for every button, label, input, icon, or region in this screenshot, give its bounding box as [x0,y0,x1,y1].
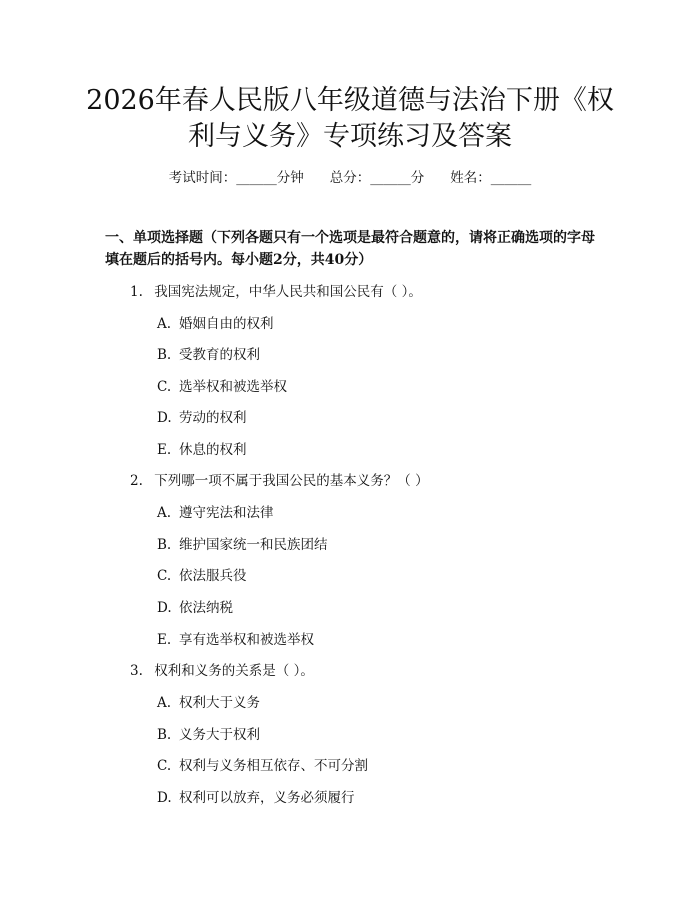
question-number: 3. [130,663,143,679]
option-letter: E. [157,442,172,458]
question-3-option-b [157,725,260,745]
option-letter: C. [157,379,172,395]
question-text: 下列哪一项不属于我国公民的基本义务？（ ） [154,473,429,489]
option-letter: E. [157,632,172,648]
score-field: 总分：______分 [329,170,425,186]
option-text: 休息的权利 [179,442,247,458]
option-letter: D. [157,790,172,806]
option-text: 依法服兵役 [179,568,247,584]
exam-time-field: 考试时间：______分钟 [168,170,304,186]
exam-info-row [0,168,700,188]
question-2-option-d [157,598,233,618]
option-letter: A. [157,695,172,711]
question-2-option-e [157,630,314,650]
option-letter: C. [157,758,172,774]
option-letter: B. [157,537,172,553]
question-2-option-c [157,566,247,586]
question-1-option-d [157,408,247,428]
option-text: 选举权和被选举权 [179,379,287,395]
question-1-option-b [157,345,260,365]
question-3 [130,661,314,681]
option-text: 劳动的权利 [179,410,247,426]
question-number: 1. [130,284,143,300]
question-1-option-a [157,314,274,334]
question-1 [130,282,422,302]
question-1-option-c [157,377,287,397]
page-title-line-1: 2026年春人民版八年级道德与法治下册《权 [86,85,614,116]
option-letter: A. [157,316,172,332]
question-2 [130,471,429,491]
option-text: 依法纳税 [179,600,233,616]
option-text: 享有选举权和被选举权 [179,632,314,648]
page-title-line-2: 利与义务》专项练习及答案 [188,121,512,152]
question-text: 权利和义务的关系是（ ）。 [154,663,314,679]
option-text: 义务大于权利 [179,727,260,743]
question-2-option-a [157,503,274,523]
question-2-option-b [157,535,328,555]
section-heading-line-1: 一、单项选择题（下列各题只有一个选项是最符合题意的，请将正确选项的字母 [105,230,595,246]
option-letter: B. [157,347,172,363]
option-text: 权利与义务相互依存、不可分割 [179,758,368,774]
question-text: 我国宪法规定，中华人民共和国公民有（ ）。 [154,284,422,300]
question-3-option-d [157,788,355,808]
question-3-option-a [157,693,260,713]
option-letter: D. [157,600,172,616]
question-3-option-c [157,756,368,776]
name-field: 姓名：______ [450,170,532,186]
option-text: 维护国家统一和民族团结 [179,537,328,553]
option-letter: D. [157,410,172,426]
option-text: 婚姻自由的权利 [179,316,274,332]
question-number: 2. [130,473,143,489]
section-heading-line-2: 填在题后的括号内。每小题2分，共40分） [105,252,373,268]
option-letter: A. [157,505,172,521]
option-text: 权利大于义务 [179,695,260,711]
option-letter: B. [157,727,172,743]
option-letter: C. [157,568,172,584]
question-1-option-e [157,440,247,460]
option-text: 受教育的权利 [179,347,260,363]
option-text: 权利可以放弃，义务必须履行 [179,790,355,806]
option-text: 遵守宪法和法律 [179,505,274,521]
